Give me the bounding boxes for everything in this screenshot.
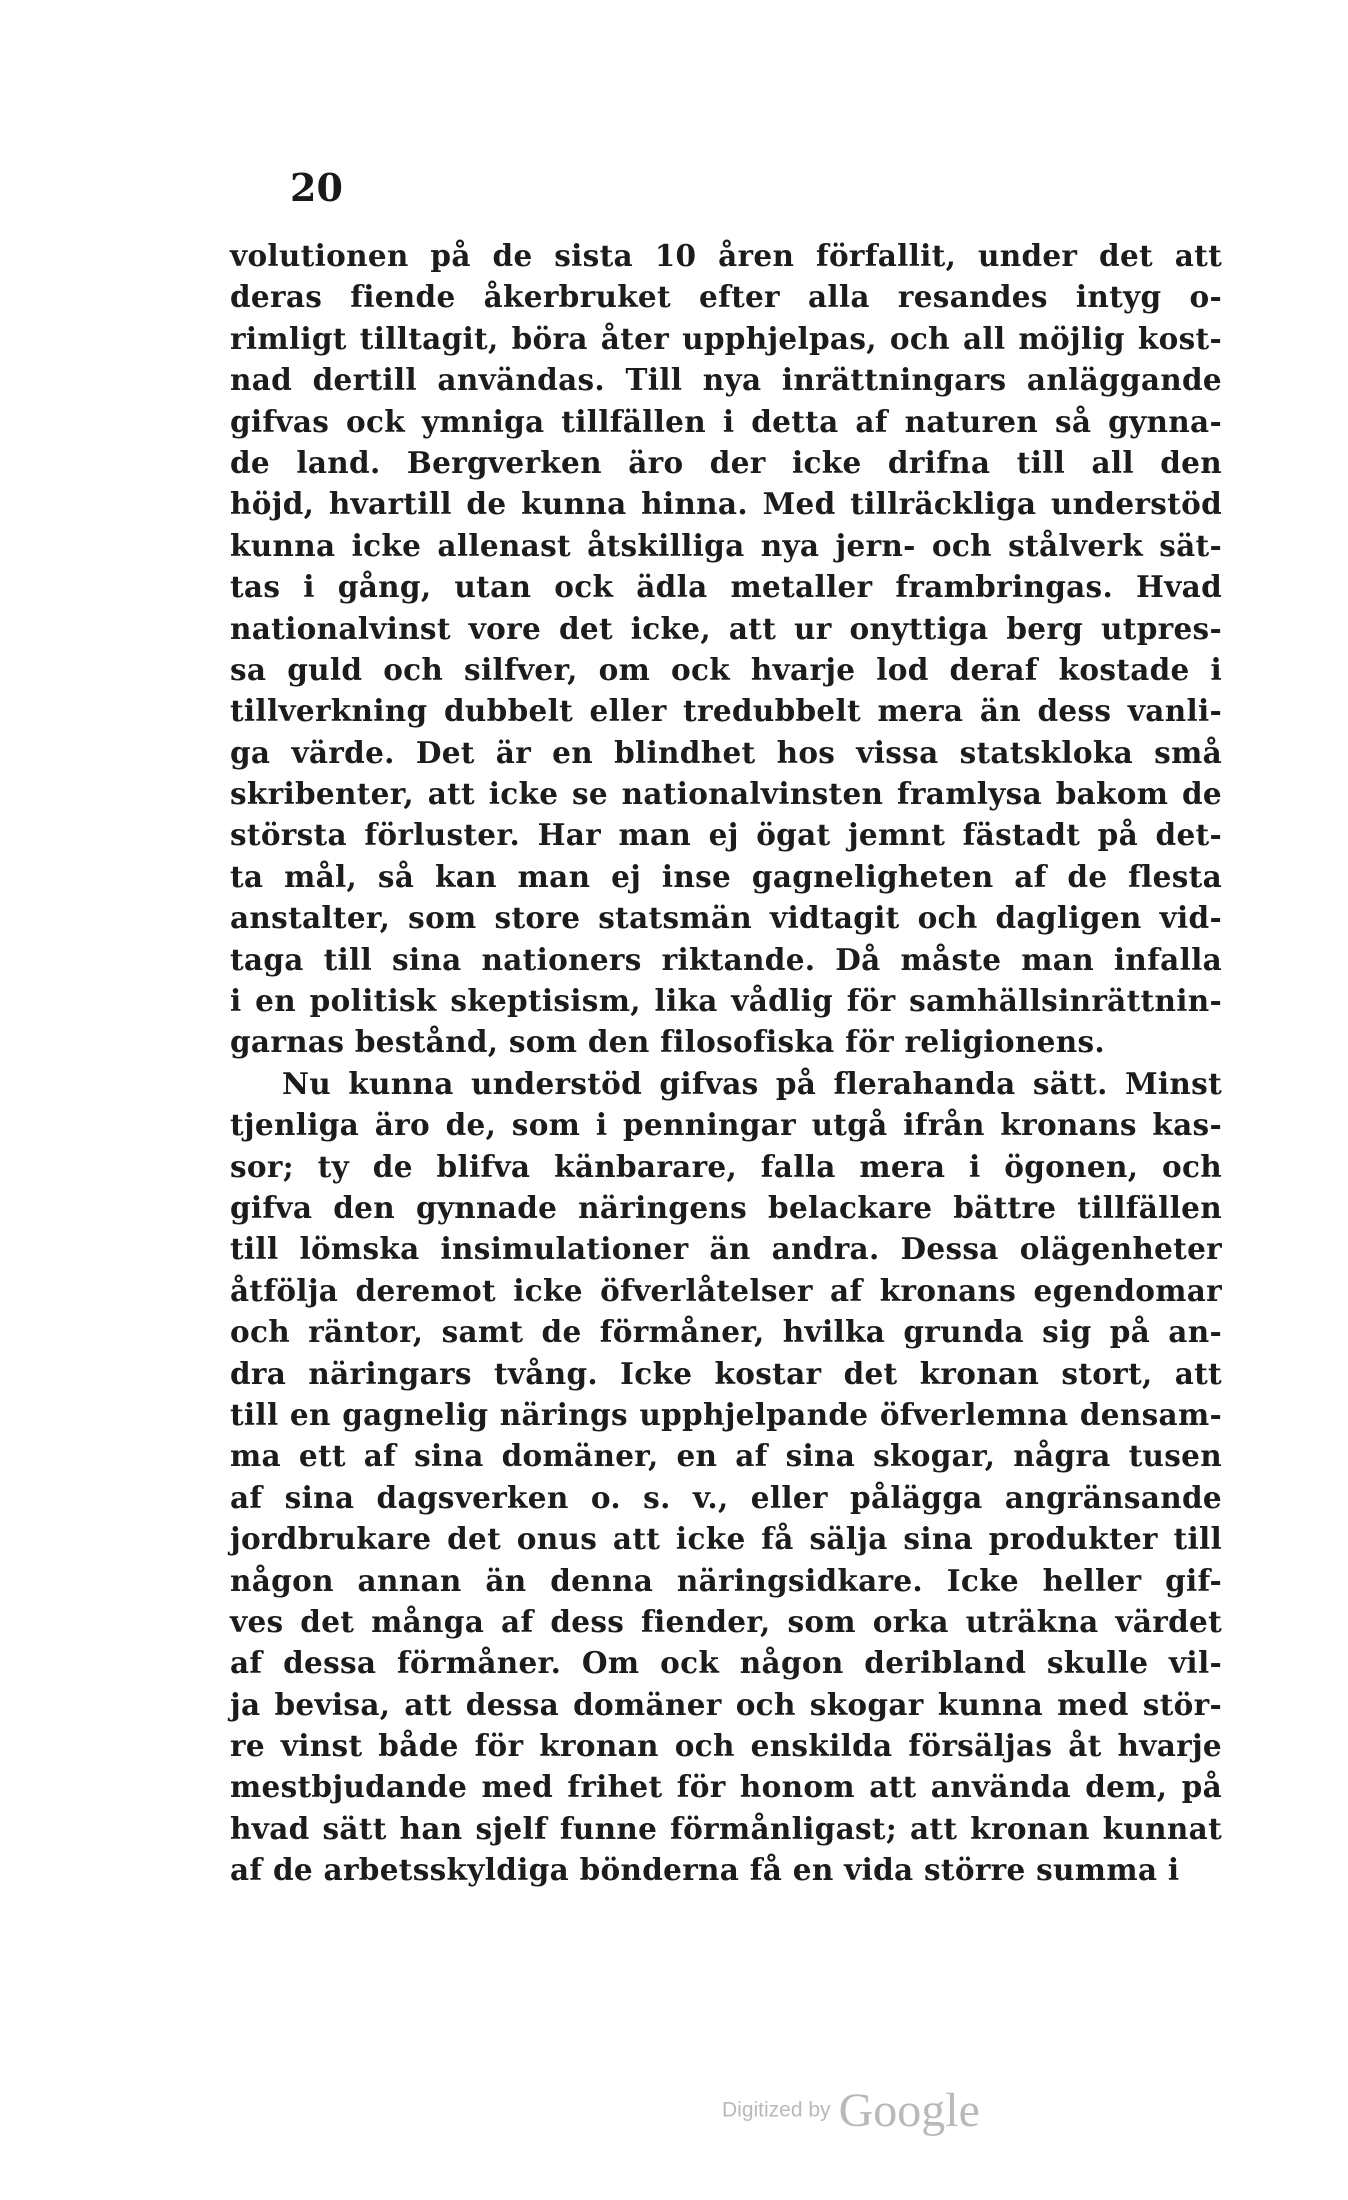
text-line: till en gagnelig närings upphjelpande öfverlemna densam- xyxy=(230,1396,1222,1432)
text-line: ta mål, så kan man ej inse gagneligheten af de flesta xyxy=(230,858,1222,894)
text-line: till lömska insimulationer än andra. Dessa olägenheter xyxy=(230,1231,1222,1267)
text-line: största förluster. Har man ej ögat jemnt fästadt på det- xyxy=(230,817,1222,853)
digitized-watermark xyxy=(722,2083,980,2138)
text-line: rimligt tilltagit, böra åter upphjelpas, och all möjlig kost- xyxy=(230,320,1222,356)
body-text xyxy=(230,235,1222,1891)
watermark-prefix: Digitized by xyxy=(722,2098,831,2122)
text-line: ga värde. Det är en blindhet hos vissa statskloka små xyxy=(230,734,1222,770)
text-line: nad dertill användas. Till nya inrättningars anläggande xyxy=(230,362,1222,398)
text-line: mestbjudande med frihet för honom att använda dem, på xyxy=(230,1769,1222,1805)
text-line: och räntor, samt de förmåner, hvilka grunda sig på an- xyxy=(230,1314,1222,1350)
text-line: skribenter, att icke se nationalvinsten framlysa bakom de xyxy=(230,776,1222,812)
text-line: jordbrukare det onus att icke få sälja sina produkter till xyxy=(230,1521,1222,1557)
page-number: 20 xyxy=(290,165,343,210)
text-line: tjenliga äro de, som i penningar utgå ifrån kronans kas- xyxy=(230,1107,1222,1143)
text-line: sa guld och silfver, om ock hvarje lod deraf kostade i xyxy=(230,651,1222,687)
text-line: af de arbetsskyldiga bönderna få en vida större summa i xyxy=(230,1852,1180,1888)
text-line: åtfölja deremot icke öfverlåtelser af kronans egendomar xyxy=(230,1272,1222,1308)
text-line: re vinst både för kronan och enskilda försäljas åt hvarje xyxy=(230,1728,1222,1764)
text-line: nationalvinst vore det icke, att ur onyttiga berg utpres- xyxy=(230,610,1222,646)
text-line: tas i gång, utan ock ädla metaller frambringas. Hvad xyxy=(230,569,1222,605)
text-line: volutionen på de sista 10 åren förfallit, under det att xyxy=(230,238,1222,273)
text-line: dra näringars tvång. Icke kostar det kronan stort, att xyxy=(230,1355,1222,1391)
google-logo: Google xyxy=(838,2084,980,2137)
text-line: kunna icke allenast åtskilliga nya jern- och stålverk sät- xyxy=(230,527,1222,563)
text-line: Nu kunna understöd gifvas på flerahanda sätt. Minst xyxy=(282,1065,1222,1101)
text-line: af sina dagsverken o. s. v., eller pålägga angränsande xyxy=(230,1479,1222,1515)
text-line: anstalter, som store statsmän vidtagit och dagligen vid- xyxy=(230,900,1222,936)
text-line: någon annan än denna näringsidkare. Icke heller gif- xyxy=(230,1562,1222,1598)
text-line: garnas bestånd, som den filosofiska för religionens. xyxy=(230,1024,1105,1060)
text-line: hvad sätt han sjelf funne förmånligast; att kronan kunnat xyxy=(230,1810,1222,1846)
text-line: ja bevisa, att dessa domäner och skogar kunna med stör- xyxy=(230,1686,1222,1722)
text-line: tillverkning dubbelt eller tredubbelt mera än dess vanli- xyxy=(230,693,1222,729)
text-line: taga till sina nationers riktande. Då måste man infalla xyxy=(230,941,1222,977)
text-line: i en politisk skeptisism, lika vådlig för samhällsinrättnin- xyxy=(230,983,1222,1019)
text-line: deras fiende åkerbruket efter alla resandes intyg o- xyxy=(230,279,1222,315)
text-line: ves det många af dess fiender, som orka uträkna värdet xyxy=(230,1603,1222,1639)
text-line: gifva den gynnade näringens belackare bättre tillfällen xyxy=(230,1189,1222,1225)
text-line: ma ett af sina domäner, en af sina skogar, några tusen xyxy=(230,1438,1222,1474)
text-line: höjd, hvartill de kunna hinna. Med tillräckliga understöd xyxy=(230,486,1222,522)
text-line: sor; ty de blifva känbarare, falla mera i ögonen, och xyxy=(230,1148,1222,1184)
text-line: af dessa förmåner. Om ock någon deribland skulle vil- xyxy=(230,1645,1222,1681)
text-line: gifvas ock ymniga tillfällen i detta af naturen så gynna- xyxy=(230,403,1222,439)
text-line: de land. Bergverken äro der icke drifna till all den xyxy=(230,444,1222,480)
